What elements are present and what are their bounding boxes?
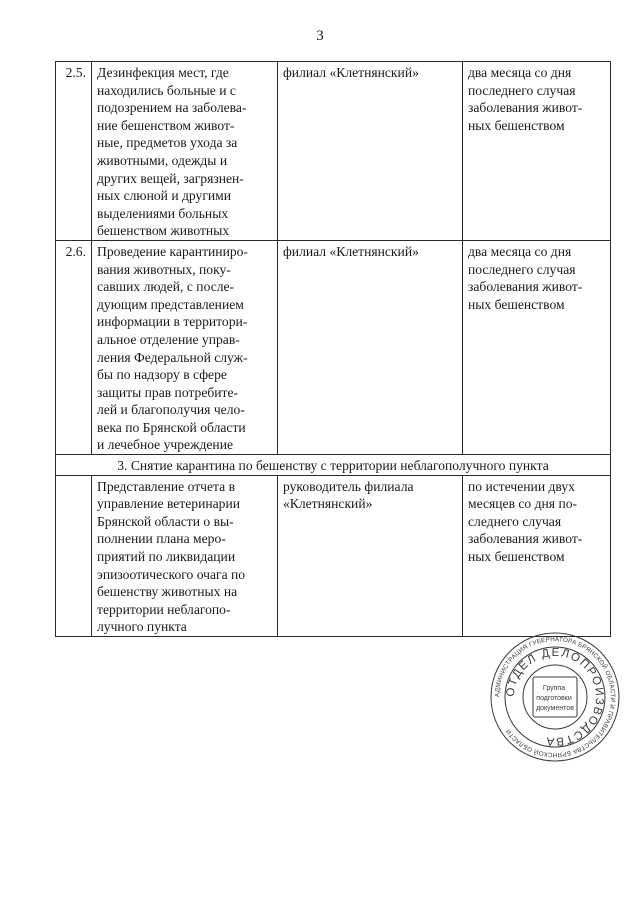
cell-line: последнего случая bbox=[468, 261, 576, 277]
cell-line: ные, предметов ухода за bbox=[97, 135, 238, 151]
row-number: 2.6. bbox=[56, 240, 92, 454]
stamp-center-line: Группа bbox=[542, 685, 566, 692]
section-row bbox=[56, 455, 611, 476]
cell-line: лучного пункта bbox=[97, 619, 187, 635]
section-title: 3. Снятие карантина по бешенству с территории неблагополучного пункта bbox=[56, 455, 611, 476]
cell-line: заболевания живот- bbox=[468, 531, 583, 547]
cell-line: ления Федеральной служ- bbox=[97, 349, 248, 365]
stamp-middle-text: ОТДЕЛ ДЕЛОПРОИЗВОДСТВА bbox=[504, 646, 606, 748]
cell-line: месяцев со дня по- bbox=[468, 496, 578, 512]
cell-line: Представление отчета в bbox=[97, 478, 235, 494]
row-number bbox=[56, 475, 92, 636]
term-cell bbox=[463, 240, 611, 454]
cell-line: подозрением на заболева- bbox=[97, 100, 247, 116]
cell-line: выделениями больных bbox=[97, 205, 229, 221]
cell-line: и лечебное учреждение bbox=[97, 437, 233, 453]
table-row bbox=[56, 62, 611, 241]
cell-line: ние бешенством живот- bbox=[97, 117, 235, 133]
cell-line: по истечении двух bbox=[468, 478, 575, 494]
cell-line: савших людей, с после- bbox=[97, 279, 235, 295]
stamp-center-line: документов bbox=[536, 705, 574, 712]
table-row bbox=[56, 475, 611, 636]
cell-line: ных бешенством bbox=[468, 117, 565, 133]
cell-line: вания животных, поку- bbox=[97, 261, 231, 277]
executor-cell bbox=[278, 240, 463, 454]
cell-line: бы по надзору в сфере bbox=[97, 367, 227, 383]
cell-line: заболевания живот- bbox=[468, 100, 583, 116]
cell-line: века по Брянской области bbox=[97, 419, 246, 435]
stamp-seal bbox=[488, 630, 622, 764]
cell-line: Проведение карантиниро- bbox=[97, 243, 248, 259]
cell-line: находились больные и с bbox=[97, 82, 236, 98]
cell-line: бешенству животных на bbox=[97, 584, 238, 600]
cell-line: лей и благополучия чело- bbox=[97, 402, 245, 418]
action-cell bbox=[92, 475, 278, 636]
cell-line: два месяца со дня bbox=[468, 65, 572, 80]
stamp-center-line: подготовки bbox=[536, 695, 572, 702]
stamp-outer-text: АДМИНИСТРАЦИЯ ГУБЕРНАТОРА БРЯНСКОЙ ОБЛАСТИ И ПРАВИТЕЛЬСТВА БРЯНСКОЙ ОБЛАСТИ bbox=[493, 635, 617, 759]
page-number: 3 bbox=[316, 28, 324, 44]
executor-cell bbox=[278, 62, 463, 241]
cell-line: дующим представлением bbox=[97, 296, 244, 312]
svg-text:Группа подготовки bbox=[536, 685, 574, 712]
cell-line: Дезинфекция мест, где bbox=[97, 65, 229, 80]
cell-line: альное отделение управ- bbox=[97, 331, 240, 347]
cell-line: эпизоотического очага по bbox=[97, 566, 246, 582]
cell-line: следнего случая bbox=[468, 513, 562, 529]
cell-line: бешенством животных bbox=[97, 223, 230, 239]
cell-line: управление ветеринарии bbox=[97, 496, 241, 512]
row-number: 2.5. bbox=[56, 62, 92, 241]
table-row bbox=[56, 240, 611, 454]
cell-line: территории неблагопо- bbox=[97, 601, 231, 617]
action-cell bbox=[92, 240, 278, 454]
cell-line: ных бешенством bbox=[468, 549, 565, 565]
cell-line: ных слюной и другими bbox=[97, 188, 232, 204]
cell-line: защиты прав потребите- bbox=[97, 384, 239, 400]
cell-line: заболевания живот- bbox=[468, 279, 583, 295]
cell-line: животными, одежды и bbox=[97, 152, 228, 168]
cell-line: «Клетнянский» bbox=[283, 496, 373, 512]
executor-cell bbox=[278, 475, 463, 636]
cell-line: ных бешенством bbox=[468, 296, 565, 312]
cell-line: приятий по ликвидации bbox=[97, 549, 236, 565]
cell-line: два месяца со дня bbox=[468, 243, 572, 259]
cell-line: Брянской области о вы- bbox=[97, 513, 234, 529]
cell-line: филиал «Клетнянский» bbox=[283, 65, 419, 80]
plan-table bbox=[55, 61, 611, 637]
action-cell bbox=[92, 62, 278, 241]
term-cell bbox=[463, 475, 611, 636]
cell-line: полнении плана меро- bbox=[97, 531, 226, 547]
cell-line: информации в территори- bbox=[97, 314, 248, 330]
cell-line: последнего случая bbox=[468, 82, 576, 98]
office-stamp bbox=[488, 630, 622, 764]
cell-line: филиал «Клетнянский» bbox=[283, 243, 419, 259]
cell-line: других вещей, загрязнен- bbox=[97, 170, 244, 186]
term-cell bbox=[463, 62, 611, 241]
cell-line: руководитель филиала bbox=[283, 478, 414, 494]
